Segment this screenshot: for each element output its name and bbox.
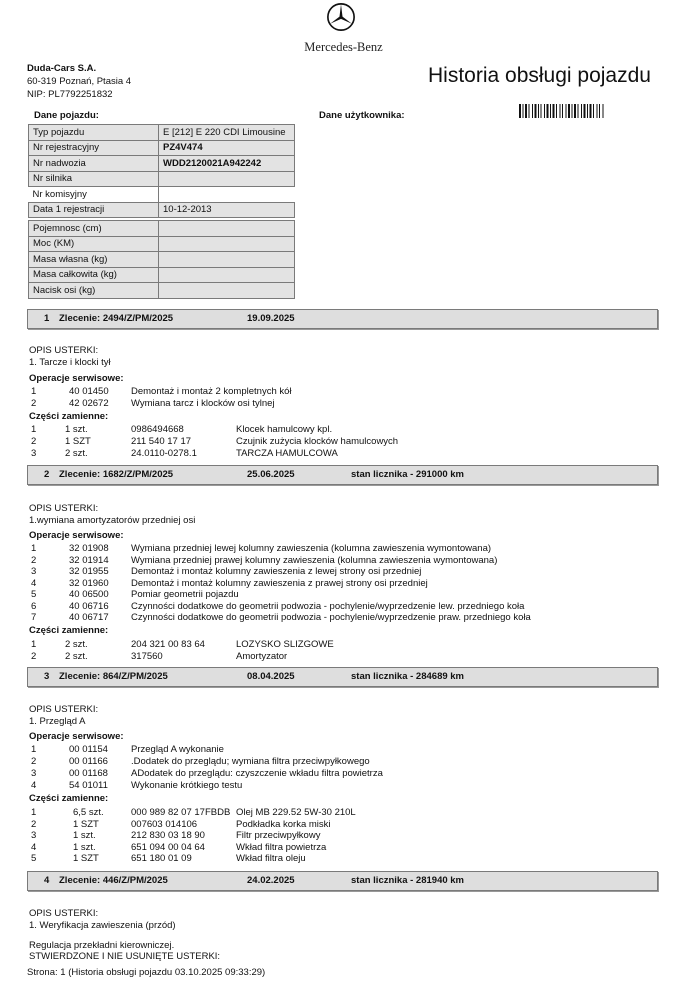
row-cell: Czujnik zużycia klocków hamulcowych bbox=[236, 436, 399, 447]
barcode-bar bbox=[572, 104, 573, 118]
row-cell: 3 bbox=[31, 448, 37, 459]
row-cell: 32 01914 bbox=[69, 555, 109, 566]
row-cell: 24.0110-0278.1 bbox=[131, 448, 197, 459]
vehicle-value bbox=[159, 187, 295, 203]
order-id: Zlecenie: 864/Z/PM/2025 bbox=[59, 671, 168, 682]
operations-label: Operacje serwisowe: bbox=[29, 731, 124, 742]
vehicle-label: Nr silnika bbox=[29, 171, 159, 187]
company-address: 60-319 Poznań, Ptasia 4 bbox=[27, 76, 132, 87]
row-cell: 3 bbox=[31, 566, 37, 577]
row-cell: 651 094 00 04 64 bbox=[131, 842, 205, 853]
vehicle-data-label: Dane pojazdu: bbox=[34, 110, 99, 121]
operations-label: Operacje serwisowe: bbox=[29, 373, 124, 384]
row-cell: 2 szt. bbox=[65, 448, 88, 459]
row-cell: 4 bbox=[31, 842, 37, 853]
parts-label: Części zamienne: bbox=[29, 411, 109, 422]
row-cell: 4 bbox=[31, 780, 37, 791]
fault-desc: 1. Tarcze i klocki tył bbox=[29, 357, 111, 368]
repair-note: Regulacja przekładni kierowniczej. bbox=[29, 940, 175, 951]
order-header bbox=[27, 667, 658, 687]
order-odometer: stan licznika - 291000 km bbox=[351, 469, 465, 480]
row-cell: 1 SZT bbox=[73, 819, 99, 830]
order-id: Zlecenie: 2494/Z/PM/2025 bbox=[59, 313, 174, 324]
spec-row bbox=[29, 252, 295, 268]
spec-label: Nacisk osi (kg) bbox=[29, 283, 159, 299]
order-odometer: stan licznika - 284689 km bbox=[351, 671, 465, 682]
row-cell: 211 540 17 17 bbox=[131, 436, 192, 447]
spec-row bbox=[29, 236, 295, 252]
row-cell: 32 01960 bbox=[69, 578, 109, 589]
order-id: Zlecenie: 446/Z/PM/2025 bbox=[59, 875, 168, 886]
row-cell: 1 szt. bbox=[73, 830, 96, 841]
barcode-bar bbox=[535, 104, 537, 118]
barcode-bar bbox=[529, 104, 530, 118]
row-cell: 212 830 03 18 90 bbox=[131, 830, 205, 841]
row-cell: 6 bbox=[31, 601, 37, 612]
order-date: 24.02.2025 bbox=[247, 875, 295, 886]
row-cell: ADodatek do przeglądu: czyszczenie wkładu filtra powietrza bbox=[131, 768, 383, 779]
barcode-bar bbox=[553, 104, 555, 118]
vehicle-label: Nr rejestracyjny bbox=[29, 140, 159, 156]
company-info bbox=[27, 62, 131, 101]
row-cell: 317560 bbox=[131, 651, 163, 662]
spec-label: Masa całkowita (kg) bbox=[29, 267, 159, 283]
row-cell: 3 bbox=[31, 830, 37, 841]
row-cell: 42 02672 bbox=[69, 398, 109, 409]
row-cell: 000 989 82 07 17FBDB bbox=[131, 807, 231, 818]
row-cell: 1 bbox=[31, 744, 37, 755]
order-number: 1 bbox=[44, 313, 50, 324]
vehicle-row bbox=[29, 202, 295, 218]
row-cell: 651 180 01 09 bbox=[131, 853, 192, 864]
brand-name: Mercedes-Benz bbox=[304, 40, 383, 54]
spec-row bbox=[29, 221, 295, 237]
row-cell: 40 01450 bbox=[69, 386, 109, 397]
barcode-bar bbox=[578, 104, 579, 118]
barcode-bar bbox=[574, 104, 576, 118]
row-cell: 1 bbox=[31, 386, 37, 397]
parts-label: Części zamienne: bbox=[29, 793, 109, 804]
row-cell: LOZYSKO SLIZGOWE bbox=[236, 639, 334, 650]
spec-row bbox=[29, 267, 295, 283]
barcode-bar bbox=[523, 104, 524, 118]
fault-desc: 1.wymiana amortyzatorów przedniej osi bbox=[29, 515, 196, 526]
barcode-bar bbox=[599, 104, 600, 118]
vehicle-table bbox=[28, 124, 295, 218]
row-cell: Wkład filtra oleju bbox=[236, 853, 306, 864]
row-cell: Wymiana tarcz i klocków osi tylnej bbox=[131, 398, 275, 409]
row-cell: 00 01154 bbox=[69, 744, 108, 755]
barcode-bar bbox=[584, 104, 586, 118]
page-footer: Strona: 1 (Historia obsługi pojazdu 03.10.2025 09:33:29) bbox=[27, 967, 266, 978]
spec-value bbox=[159, 236, 295, 252]
barcode-bar bbox=[538, 104, 539, 118]
row-cell: Demontaż i montaż kolumny zawieszenia z lewej strony osi przedniej bbox=[131, 566, 422, 577]
spec-value bbox=[159, 221, 295, 237]
row-cell: 2 bbox=[31, 756, 37, 767]
row-cell: 3 bbox=[31, 768, 37, 779]
spec-label: Masa własna (kg) bbox=[29, 252, 159, 268]
fault-label: OPIS USTERKI: bbox=[29, 503, 99, 514]
order-number: 4 bbox=[44, 875, 50, 886]
vehicle-label: Nr komisyjny bbox=[29, 187, 159, 203]
vehicle-specs-table bbox=[28, 220, 295, 299]
order-date: 08.04.2025 bbox=[247, 671, 295, 682]
vehicle-row bbox=[29, 125, 295, 141]
order-odometer: stan licznika - 281940 km bbox=[351, 875, 465, 886]
spec-label: Pojemnosc (cm) bbox=[29, 221, 159, 237]
barcode-bar bbox=[603, 104, 604, 118]
barcode-bar bbox=[562, 104, 563, 118]
row-cell: 5 bbox=[31, 589, 37, 600]
row-cell: 54 01011 bbox=[69, 780, 108, 791]
row-cell: 2 szt. bbox=[65, 651, 88, 662]
order-number: 2 bbox=[44, 469, 50, 480]
row-cell: .Dodatek do przeglądu; wymiana filtra przeciwpyłkowego bbox=[131, 756, 370, 767]
vehicle-row bbox=[29, 171, 295, 187]
barcode-bar bbox=[547, 104, 549, 118]
row-cell: 1 bbox=[31, 424, 37, 435]
fault-desc: 1. Weryfikacja zawieszenia (przód) bbox=[29, 920, 176, 931]
vehicle-row bbox=[29, 140, 295, 156]
row-cell: Demontaż i montaż kolumny zawieszenia z prawej strony osi przedniej bbox=[131, 578, 428, 589]
row-cell: 1 szt. bbox=[65, 424, 88, 435]
fault-label: OPIS USTERKI: bbox=[29, 704, 99, 715]
spec-label: Moc (KM) bbox=[29, 236, 159, 252]
row-cell: Wykonanie krótkiego testu bbox=[131, 780, 243, 791]
barcode-bar bbox=[544, 104, 545, 118]
unresolved-faults-label: STWIERDZONE I NIE USUNIĘTE USTERKI: bbox=[29, 951, 221, 962]
row-cell: Filtr przeciwpyłkowy bbox=[236, 830, 321, 841]
row-cell: Wymiana przedniej lewej kolumny zawieszenia (kolumna zawieszenia wymontowana) bbox=[131, 543, 492, 554]
order-date: 25.06.2025 bbox=[247, 469, 295, 480]
row-cell: 1 bbox=[31, 807, 37, 818]
row-cell: 4 bbox=[31, 578, 37, 589]
row-cell: Demontaż i montaż 2 kompletnych kół bbox=[131, 386, 292, 397]
vehicle-value: 10-12-2013 bbox=[159, 202, 295, 218]
vehicle-value: WDD2120021A942242 bbox=[159, 156, 295, 172]
barcode-bar bbox=[532, 104, 533, 118]
vehicle-label: Typ pojazdu bbox=[29, 125, 159, 141]
spec-value bbox=[159, 252, 295, 268]
row-cell: 2 bbox=[31, 398, 37, 409]
row-cell: 1 bbox=[31, 639, 37, 650]
vehicle-value: PZ4V474 bbox=[159, 140, 295, 156]
row-cell: Pomiar geometrii pojazdu bbox=[131, 589, 239, 600]
company-nip: NIP: PL7792251832 bbox=[27, 89, 113, 100]
row-cell: 1 bbox=[31, 543, 37, 554]
row-cell: 1 szt. bbox=[73, 842, 96, 853]
row-cell: Wymiana przedniej prawej kolumny zawieszenia (kolumna zawieszenia wymontowana) bbox=[131, 555, 498, 566]
spec-value bbox=[159, 267, 295, 283]
vehicle-value: E [212] E 220 CDI Limousine bbox=[159, 125, 295, 141]
row-cell: 32 01908 bbox=[69, 543, 109, 554]
order-header bbox=[27, 309, 658, 329]
vehicle-value bbox=[159, 171, 295, 187]
row-cell: 2 bbox=[31, 436, 37, 447]
row-cell: 2 bbox=[31, 651, 37, 662]
mercedes-star-icon bbox=[326, 2, 356, 32]
barcode-bar bbox=[590, 104, 592, 118]
company-name: Duda-Cars S.A. bbox=[27, 63, 97, 74]
barcode-bar bbox=[541, 104, 542, 118]
row-cell: Olej MB 229.52 5W-30 210L bbox=[236, 807, 356, 818]
row-cell: 2 szt. bbox=[65, 639, 88, 650]
barcode-bar bbox=[568, 104, 570, 118]
vehicle-row bbox=[29, 156, 295, 172]
row-cell: Wkład filtra powietrza bbox=[236, 842, 327, 853]
row-cell: Podkładka korka miski bbox=[236, 819, 331, 830]
barcode-bar bbox=[519, 104, 521, 118]
spec-row bbox=[29, 283, 295, 299]
order-id: Zlecenie: 1682/Z/PM/2025 bbox=[59, 469, 174, 480]
row-cell: Klocek hamulcowy kpl. bbox=[236, 424, 333, 435]
barcode-bar bbox=[550, 104, 551, 118]
fault-label: OPIS USTERKI: bbox=[29, 908, 99, 919]
document-title: Historia obsługi pojazdu bbox=[428, 64, 651, 87]
fault-label: OPIS USTERKI: bbox=[29, 345, 99, 356]
barcode bbox=[519, 104, 655, 118]
vehicle-label: Data 1 rejestracji bbox=[29, 202, 159, 218]
row-cell: 40 06717 bbox=[69, 612, 109, 623]
row-cell: 1 SZT bbox=[65, 436, 91, 447]
order-date: 19.09.2025 bbox=[247, 313, 295, 324]
row-cell: 6,5 szt. bbox=[73, 807, 104, 818]
barcode-bar bbox=[593, 104, 594, 118]
barcode-bar bbox=[587, 104, 588, 118]
row-cell: 2 bbox=[31, 555, 37, 566]
row-cell: 40 06500 bbox=[69, 589, 109, 600]
operations-label: Operacje serwisowe: bbox=[29, 530, 124, 541]
row-cell: Czynności dodatkowe do geometrii podwozia - pochylenie/wyprzedzenie lew. przedniego koła bbox=[131, 601, 525, 612]
row-cell: 40 06716 bbox=[69, 601, 109, 612]
row-cell: 5 bbox=[31, 853, 37, 864]
order-header bbox=[27, 465, 658, 485]
row-cell: 1 SZT bbox=[73, 853, 99, 864]
row-cell: Amortyzator bbox=[236, 651, 288, 662]
parts-label: Części zamienne: bbox=[29, 625, 109, 636]
spec-value bbox=[159, 283, 295, 299]
vehicle-label: Nr nadwozia bbox=[29, 156, 159, 172]
barcode-bar bbox=[560, 104, 561, 118]
row-cell: 204 321 00 83 64 bbox=[131, 639, 205, 650]
barcode-bar bbox=[597, 104, 598, 118]
order-number: 3 bbox=[44, 671, 50, 682]
barcode-bar bbox=[566, 104, 567, 118]
row-cell: 32 01955 bbox=[69, 566, 109, 577]
row-cell: Czynności dodatkowe do geometrii podwozia - pochylenie/wyprzedzenie praw. przedniego koła bbox=[131, 612, 531, 623]
row-cell: TARCZA HAMULCOWA bbox=[236, 448, 338, 459]
barcode-bar bbox=[581, 104, 582, 118]
user-data-label: Dane użytkownika: bbox=[319, 110, 405, 121]
row-cell: 2 bbox=[31, 819, 37, 830]
row-cell: 0986494668 bbox=[131, 424, 184, 435]
row-cell: 7 bbox=[31, 612, 37, 623]
order-header bbox=[27, 871, 658, 891]
row-cell: 00 01166 bbox=[69, 756, 108, 767]
fault-desc: 1. Przegląd A bbox=[29, 716, 86, 727]
barcode-bar bbox=[556, 104, 557, 118]
row-cell: 00 01168 bbox=[69, 768, 108, 779]
row-cell: 007603 014106 bbox=[131, 819, 198, 830]
barcode-bar bbox=[525, 104, 527, 118]
vehicle-row bbox=[29, 187, 295, 203]
row-cell: Przegląd A wykonanie bbox=[131, 744, 224, 755]
